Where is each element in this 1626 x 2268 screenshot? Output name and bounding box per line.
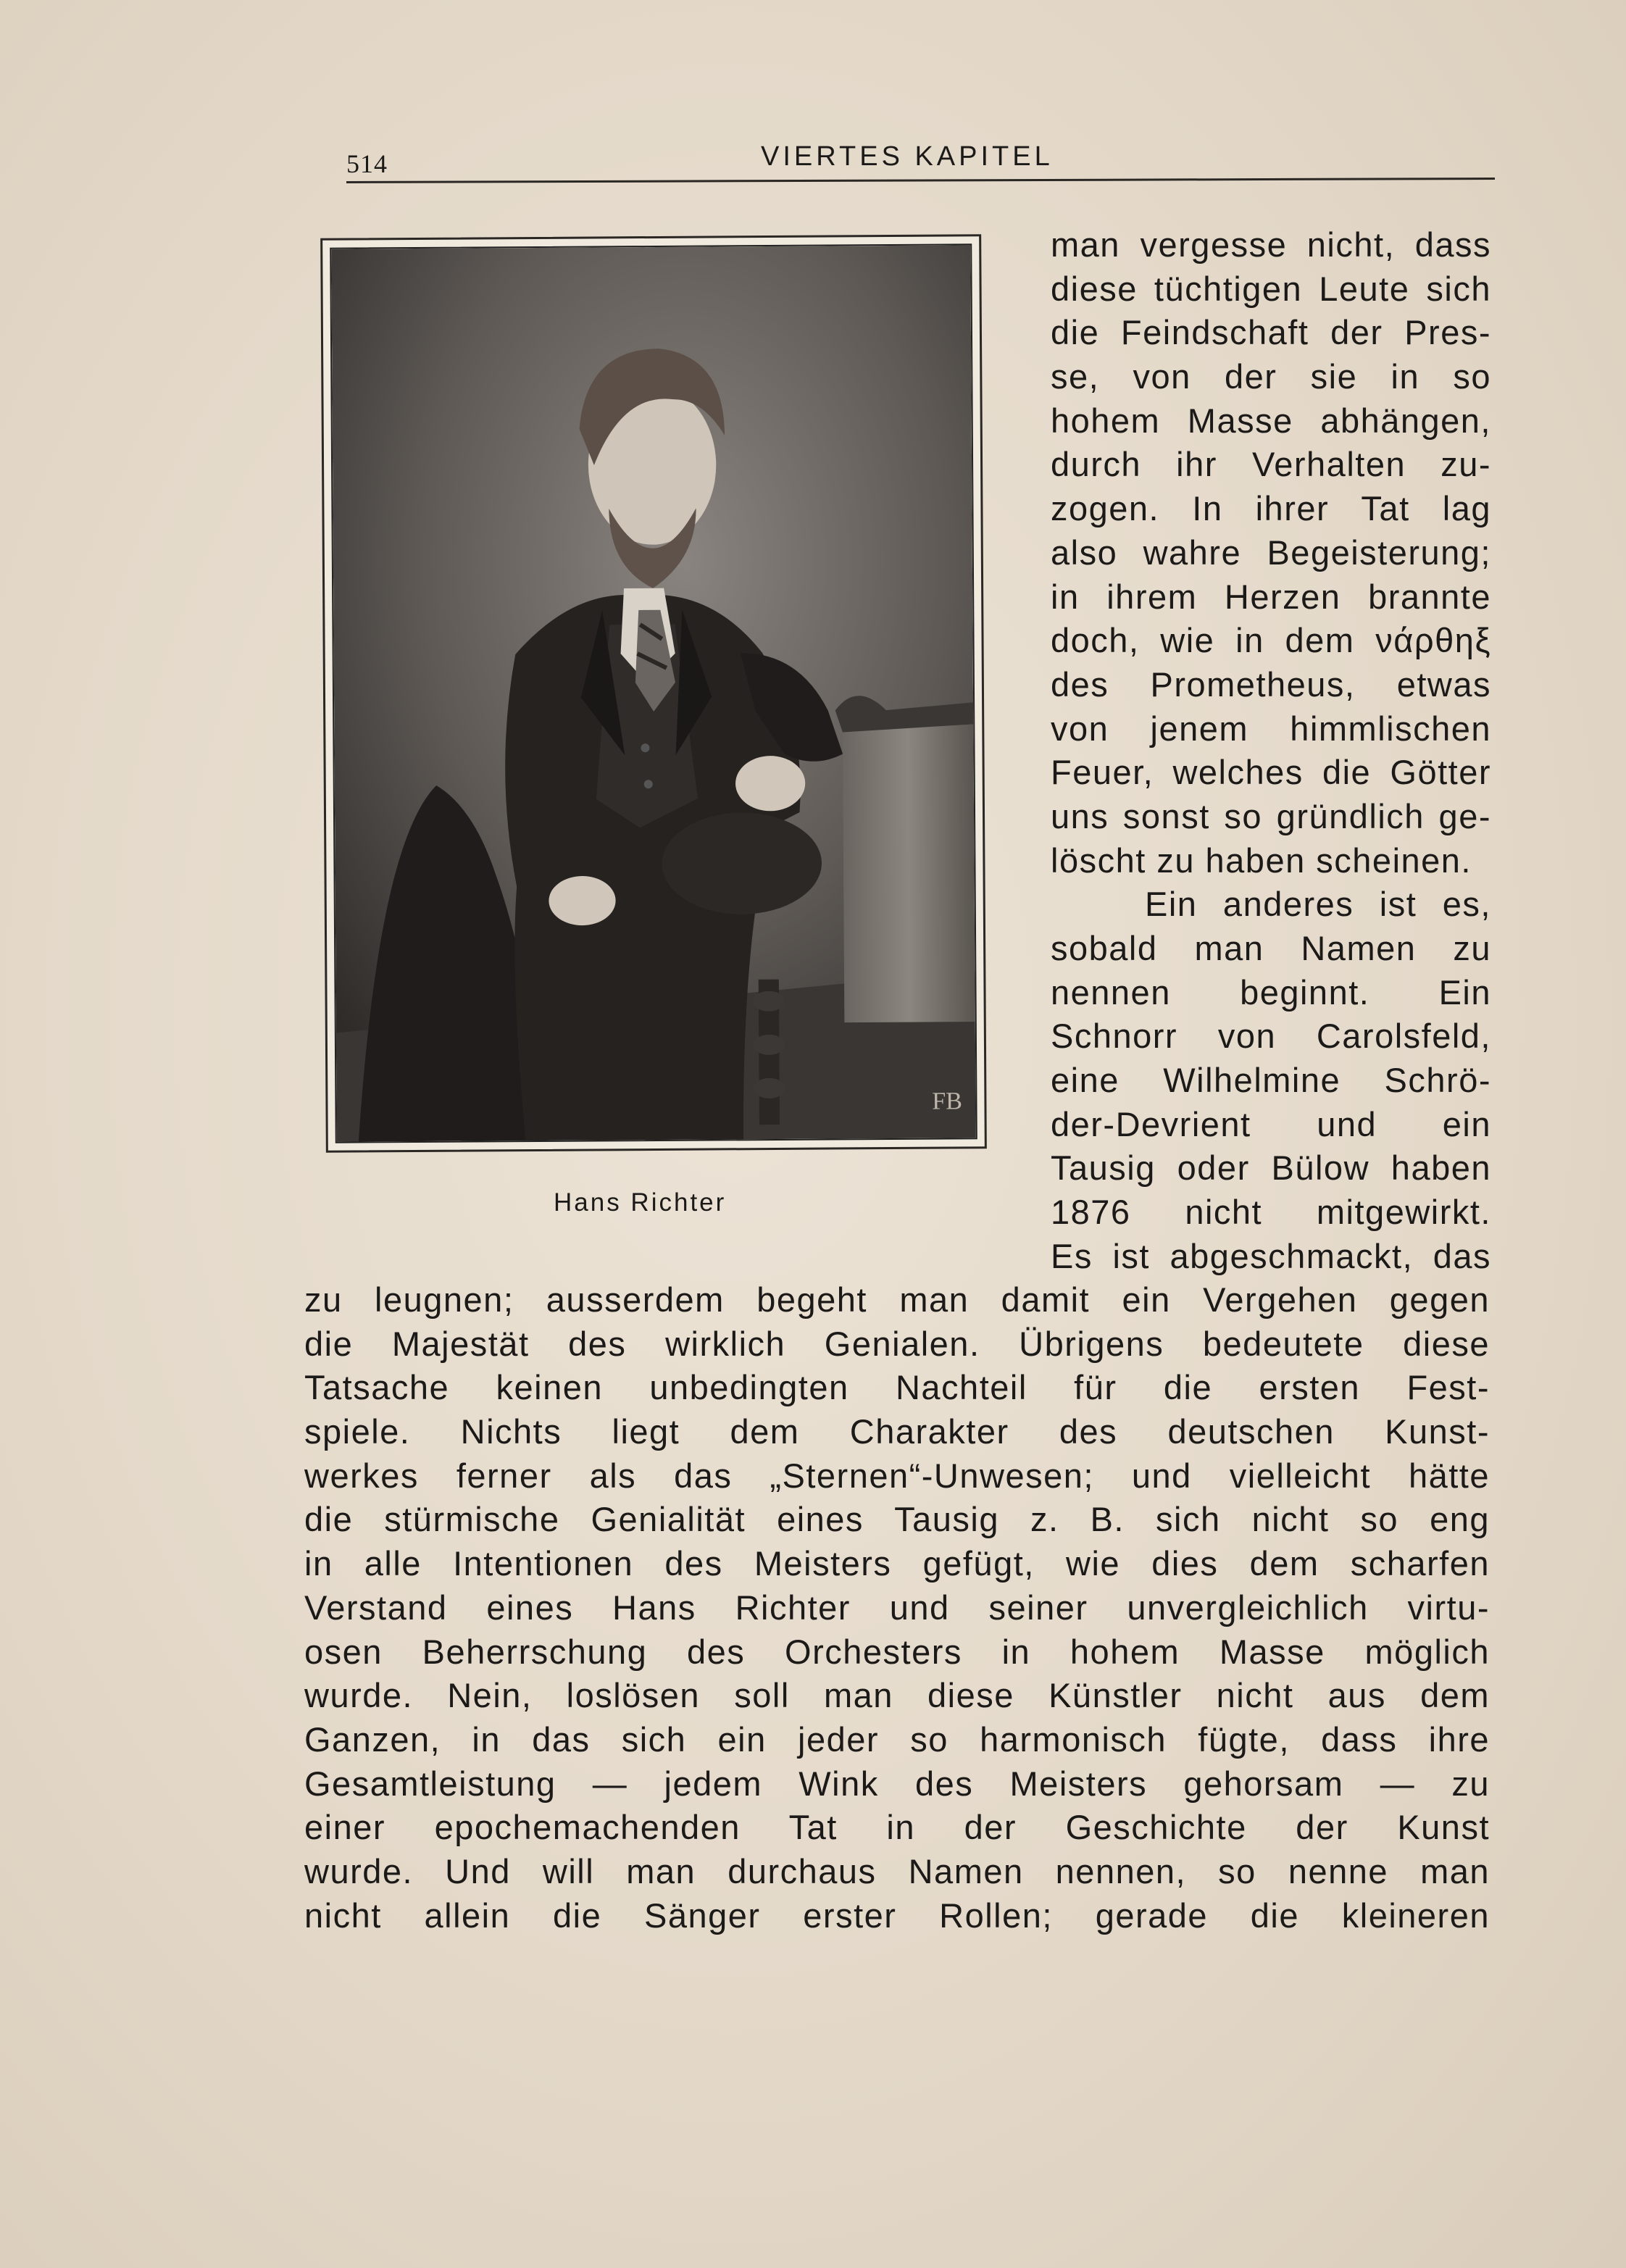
page-number: 514: [346, 149, 388, 178]
text-line: Verstand eines Hans Richter und seiner unvergleichlich virtu-: [304, 1588, 1490, 1627]
text-line: eine Wilhelmine Schrö-: [1051, 1061, 1491, 1100]
text-line: wurde. Nein, loslösen soll man diese Künstler nicht aus dem: [304, 1676, 1490, 1715]
text-line: Feuer, welches die Götter: [1051, 753, 1491, 792]
text-line: se, von der sie in so: [1051, 357, 1491, 396]
text-line: Tausig oder Bülow haben: [1051, 1148, 1491, 1188]
text-line: Es ist abgeschmackt, das: [1051, 1236, 1491, 1275]
text-line: Schnorr von Carolsfeld,: [1051, 1017, 1491, 1056]
text-line: spiele. Nichts liegt dem Charakter des deutschen Kunst-: [304, 1412, 1490, 1451]
right-column-text: [1051, 223, 1491, 1279]
text-line: uns sonst so gründlich ge-: [1051, 796, 1491, 835]
text-line: nennen beginnt. Ein: [1051, 972, 1491, 1012]
text-line: diese tüchtigen Leute sich: [1051, 269, 1491, 308]
text-line: Ein anderes ist es,: [1145, 885, 1491, 924]
portrait-photo: [330, 243, 977, 1143]
text-line: Gesamtleistung — jedem Wink des Meisters gehorsam — zu: [304, 1764, 1490, 1803]
text-line: 1876 nicht mitgewirkt.: [1051, 1193, 1491, 1232]
figure-caption: Hans Richter: [554, 1188, 727, 1217]
portrait-figure: [320, 234, 987, 1153]
text-line: Ganzen, in das sich ein jeder so harmonisch fügte, dass ihre: [304, 1719, 1490, 1759]
text-line: nicht allein die Sänger erster Rollen; gerade die kleineren: [304, 1896, 1490, 1935]
text-line: sobald man Namen zu: [1051, 929, 1491, 967]
text-line: von jenem himmlischen: [1051, 709, 1491, 748]
text-line: der-Devrient und ein: [1051, 1104, 1491, 1143]
text-line: zogen. In ihrer Tat lag: [1051, 489, 1491, 528]
text-line: man vergesse nicht, dass: [1051, 225, 1491, 264]
text-line: zu leugnen; ausserdem begeht man damit ein Vergehen gegen: [304, 1280, 1490, 1319]
text-line: doch, wie in dem νάρθηξ: [1051, 621, 1491, 660]
text-line: werkes ferner als das „Sternen“-Unwesen; und vielleicht hätte: [304, 1456, 1490, 1495]
running-title: VIERTES KAPITEL: [761, 141, 1054, 172]
full-width-text: [304, 1278, 1490, 1938]
text-line: einer epochemachenden Tat in der Geschichte der Kunst: [304, 1808, 1490, 1847]
text-line: osen Beherrschung des Orchesters in hohem Masse möglich: [304, 1632, 1490, 1671]
text-line: die stürmische Genialität eines Tausig z. B. sich nicht so eng: [304, 1500, 1490, 1539]
text-line: hohem Masse abhängen,: [1051, 401, 1491, 440]
portrait-illustration: [331, 245, 976, 1141]
text-line: in alle Intentionen des Meisters gefügt, wie dies dem scharfen: [304, 1544, 1490, 1583]
text-line: des Prometheus, etwas: [1051, 664, 1491, 704]
text-line: also wahre Begeisterung;: [1051, 533, 1491, 572]
text-line: die Majestät des wirklich Genialen. Übrigens bedeutete diese: [304, 1324, 1490, 1363]
text-line: wurde. Und will man durchaus Namen nennen, so nenne man: [304, 1851, 1490, 1890]
text-line: die Feindschaft der Pres-: [1051, 313, 1491, 352]
text-line: in ihrem Herzen brannte: [1051, 577, 1491, 616]
text-line: Tatsache keinen unbedingten Nachteil für die ersten Fest-: [304, 1368, 1490, 1407]
text-line: durch ihr Verhalten zu-: [1051, 445, 1491, 484]
text-line: löscht zu haben scheinen.: [1051, 841, 1472, 880]
photographer-monogram: FB: [932, 1088, 963, 1115]
